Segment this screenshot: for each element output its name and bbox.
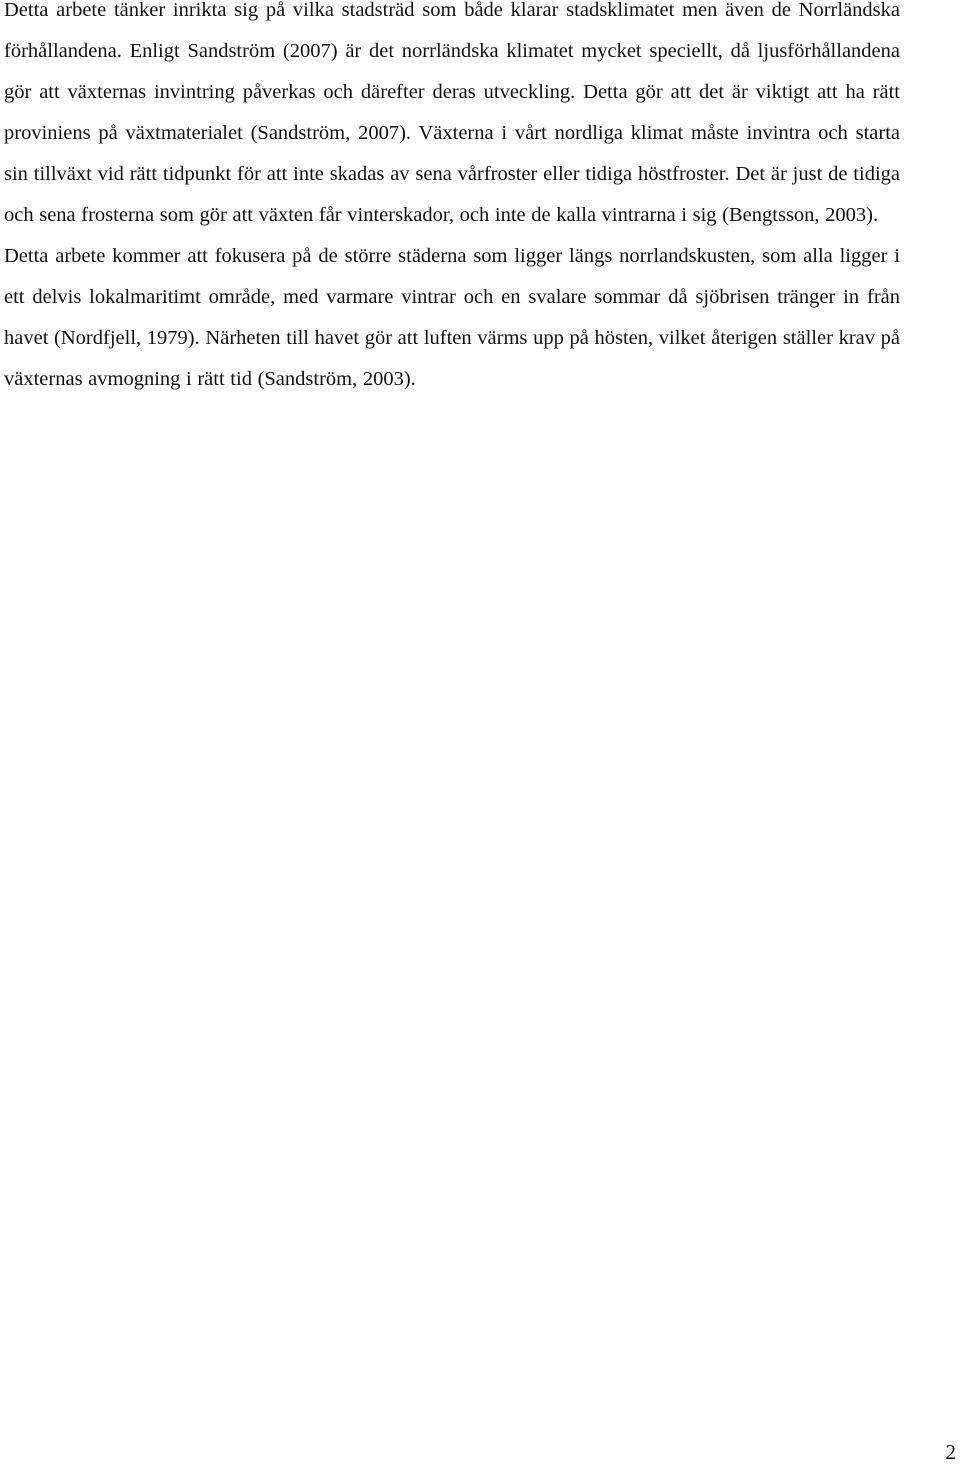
paragraph-2: Detta arbete kommer att fokusera på de större städerna som ligger längs norrlandskusten, som alla ligger i ett delvis lokalmaritimt område, med varmare vintrar och en svalare sommar då sjöbrisen tränger in från havet (Nordfjell, 1979). Närheten till havet gör att luften värms upp på hösten, vilket återigen ställer krav på växternas avmogning i rätt tid (Sandström, 2003). bbox=[4, 245, 900, 390]
paragraph-1: Detta arbete tänker inrikta sig på vilka stadsträd som både klarar stadsklimatet men även de Norrländska förhållandena. Enligt Sandström (2007) är det norrländska klimatet mycket speciellt, då ljusförhållandena gör att växternas invintring påverkas och därefter deras utveckling. Detta gör att det är viktigt att ha rätt proviniens på växtmaterialet (Sandström, 2007). Växterna i vårt nordliga klimat måste invintra och starta sin tillväxt vid rätt tidpunkt för att inte skadas av sena vårfroster eller tidiga höstfroster. Det är just de tidiga och sena frosterna som gör att växten får vinterskador, och inte de kalla vintrarna i sig (Bengtsson, 2003). bbox=[4, 0, 900, 226]
body-text bbox=[4, 0, 900, 400]
page-number: 2 bbox=[945, 1440, 956, 1464]
